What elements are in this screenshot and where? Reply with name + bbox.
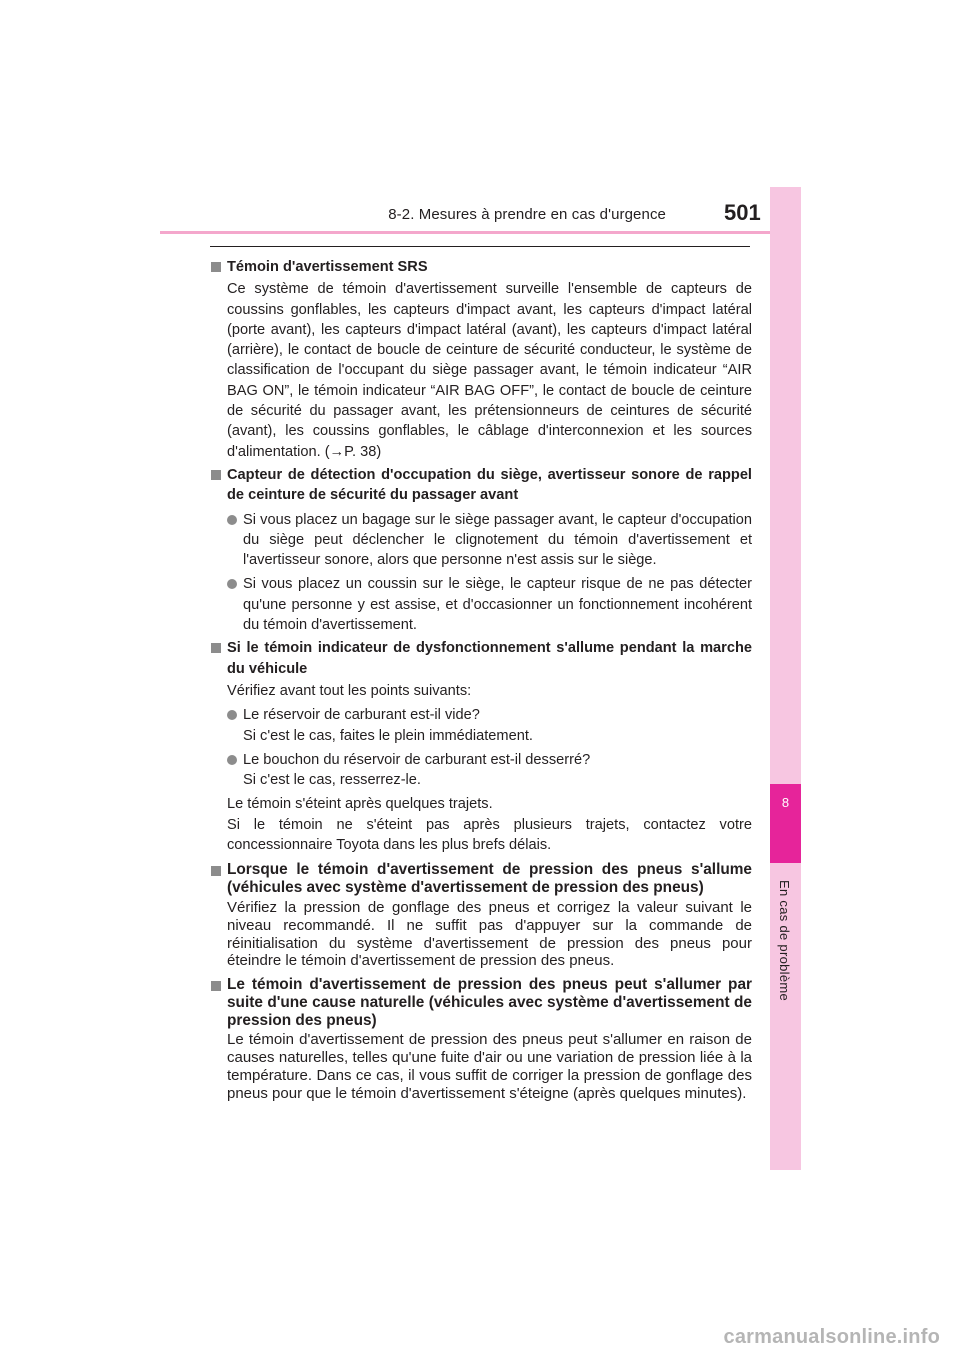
list-item-question: Le bouchon du réservoir de carburant est-il desserré? [243, 751, 591, 768]
list-item-answer: Si c'est le cas, resserrez-le. [243, 772, 421, 789]
section-intro: Vérifiez avant tout les points suivants: [227, 682, 472, 699]
section-title-text: Le témoin d'avertissement de pression des pneus peut s'allumer par suite d'une cause naturelle (véhicules avec système d'avertissement de pression des pneus) [227, 976, 752, 1029]
list-item [211, 705, 752, 746]
square-bullet-icon [211, 981, 221, 991]
page-number: 501 [724, 200, 761, 225]
chapter-side-tab [770, 187, 801, 1170]
page-content [211, 257, 752, 1106]
section-outro-line: Le témoin s'éteint après quelques trajets. [227, 796, 493, 813]
list-item-answer: Si c'est le cas, faites le plein immédiatement. [243, 727, 533, 744]
section-malfunction-indicator [211, 638, 752, 855]
content-rule [210, 246, 750, 247]
section-title [211, 465, 752, 506]
round-bullet-icon [227, 710, 237, 720]
section-title-text: Si le témoin indicateur de dysfonctionnement s'allume pendant la marche du véhicule [227, 640, 752, 677]
list-item-question: Le réservoir de carburant est-il vide? [243, 707, 480, 724]
section-outro-line: Si le témoin ne s'éteint pas après plusieurs trajets, contactez votre concessionnaire Toyota dans les plus brefs délais. [227, 816, 752, 854]
section-title-text: Lorsque le témoin d'avertissement de pression des pneus s'allume (véhicules avec système d'avertissement de pression des pneus) [227, 861, 752, 897]
section-title-text: Capteur de détection d'occupation du siège, avertisseur sonore de rappel de ceinture de sécurité du passager avant [227, 466, 752, 504]
section-title-text: Témoin d'avertissement SRS [227, 259, 428, 275]
square-bullet-icon [211, 643, 221, 653]
round-bullet-icon [227, 515, 237, 525]
list-item [211, 510, 752, 571]
chapter-label: En cas de problème [777, 880, 792, 1002]
section-title [211, 257, 752, 277]
section-seat-sensor [211, 465, 752, 635]
header-rule [160, 231, 800, 234]
section-srs-warning [211, 257, 752, 462]
square-bullet-icon [211, 262, 221, 272]
round-bullet-icon [227, 579, 237, 589]
section-title [211, 638, 752, 679]
list-item-text: Si vous placez un bagage sur le siège passager avant, le capteur d'occupation du siège peut déclencher le clignotement du témoin d'avertissement et l'avertisseur sonore, alors que personne n'est assis sur le siège. [243, 511, 752, 569]
list-item [211, 750, 752, 791]
round-bullet-icon [227, 755, 237, 765]
chapter-title: 8-2. Mesures à prendre en cas d'urgence [388, 206, 666, 223]
square-bullet-icon [211, 470, 221, 480]
list-item [211, 574, 752, 635]
section-outro [211, 794, 752, 855]
section-tire-pressure-warning [211, 861, 752, 970]
section-title [211, 861, 752, 897]
section-tire-pressure-natural-cause [211, 976, 752, 1103]
section-paragraph: Vérifiez la pression de gonflage des pneus et corrigez la valeur suivant le niveau recommandé. Il ne suffit pas d'appuyer sur la commande de réinitialisation du système d'avertissement de pression des pneus pour éteindre le témoin d'avertissement de pression des pneus. [227, 898, 752, 970]
watermark-logo: carmanualsonline.info [723, 1326, 940, 1348]
square-bullet-icon [211, 866, 221, 876]
list-item-text: Si vous placez un coussin sur le siège, le capteur risque de ne pas détecter qu'une personne y est assise, et d'occasionner un fonctionnement incohérent du témoin d'avertissement. [243, 576, 752, 634]
section-paragraph: Ce système de témoin d'avertissement surveille l'ensemble de capteurs de coussins gonflables, les capteurs d'impact avant, les capteurs d'impact latéral (porte avant), les capteurs d'impact latéral (avant), les capteurs d'impact latéral (arrière), le contact de boucle de ceinture de sécurité conducteur, le système de classification de l'occupant du siège passager avant, le témoin indicateur “AIR BAG ON”, le témoin indicateur “AIR BAG OFF”, le contact de boucle de ceinture de sécurité du passager avant, les prétensionneurs de ceintures de sécurité (avant), les coussins gonflables, le câblage d'interconnexion et les sources d'alimentation. (→P. 38) [227, 281, 752, 460]
section-paragraph: Le témoin d'avertissement de pression des pneus peut s'allumer en raison de causes naturelles, telles qu'une fuite d'air ou une variation de pression liée à la température. Dans ce cas, il vous suffit de corriger la pression de gonflage des pneus pour que le témoin d'avertissement s'éteigne (après quelques minutes). [227, 1031, 752, 1102]
section-title [211, 976, 752, 1029]
chapter-number: 8 [781, 795, 790, 810]
